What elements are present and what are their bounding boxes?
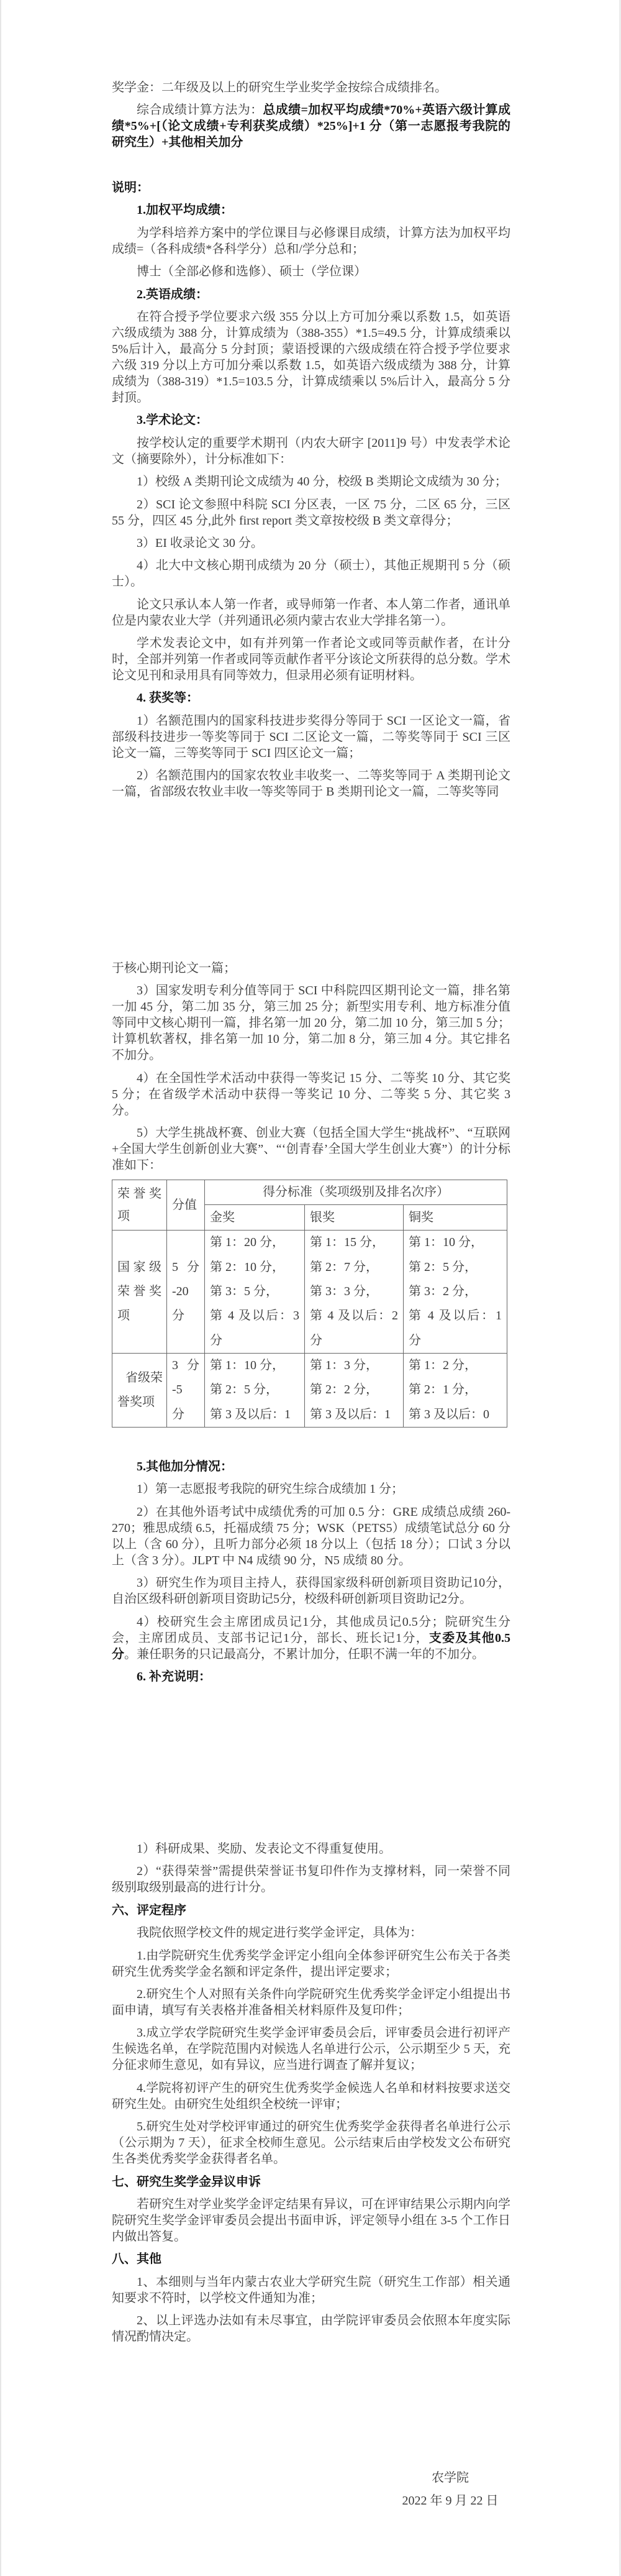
table-row-provincial — [112, 1354, 507, 1428]
list-item: 1.由学院研究生优秀奖学金评定小组向全体参评研究生公布关于各类研究生优秀奖学金名额和评定条件，提出评定要求； — [112, 1948, 510, 1979]
formula-paragraph — [112, 102, 510, 150]
table-cell-line: 第 3：5 分， — [210, 1284, 278, 1298]
list-item — [112, 1614, 510, 1662]
paragraph: 学术发表论文中，如有并列第一作者论文或同等贡献作者，在计分时，全部并列第一作者或同等贡献作者平分该论文所获得的总分数。学术论文见刊和录用具有同等效力，但录用必须有证明材料。 — [112, 636, 510, 683]
table-cell-line: 分 — [409, 1333, 421, 1347]
table-cell-line: 第 3 及以后：0 — [409, 1407, 489, 1421]
list-item: 2）在其他外语考试中成绩优秀的可加 0.5 分：GRE 成绩总成绩 260-270；雅思成绩 6.5，托福成绩 75 分；WSK（PETS5）成绩笔试总分 60 分以上（含 60 分），且听力部分必须 18 分以上（包括 18 分）；口试 3 分以上（含 3 分）。JLPT 中 N4 成绩 90 分，N5 成绩 80 分。 — [112, 1505, 510, 1567]
list-item: 4）北大中文核心期刊成绩为 20 分（硕士），其他正规期刊 5 分（硕士）。 — [112, 559, 510, 589]
list-item: 5.研究生处对学校评审通过的研究生优秀奖学金获得者名单进行公示（公示期为 7 天），征求全校师生意见。公示结束后由学校发文公布研究生各类优秀奖学金获得者名单。 — [112, 2120, 510, 2166]
table-cell-line: 第 3：2 分， — [409, 1284, 477, 1298]
table-cell-value — [167, 1354, 205, 1428]
paragraph: 博士（全部必修和选修）、硕士（学位课） — [137, 265, 366, 279]
table-cell-line: 第 2：2 分， — [310, 1383, 378, 1397]
table-cell-line: 5 分 — [172, 1260, 199, 1274]
formula-text: 总成绩=加权平均成绩*70%+英语六级计算成绩*5%+[（论文成绩+专利获奖成绩）*25%]+1 分（第一志愿报考我院的研究生）+其他相关加分 — [112, 103, 511, 150]
table-cell-line: -20 — [172, 1284, 189, 1298]
table-cell-gold — [205, 1354, 305, 1428]
text-segment: 。兼任职务的只记最高分，不累计加分，任职不满一年的不加分。 — [124, 1647, 484, 1661]
table-row-national — [112, 1231, 507, 1354]
signature-date: 2022 年 9 月 22 日 — [402, 2494, 499, 2508]
paragraph: 为学科培养方案中的学位课目与必修课目成绩，计算方法为加权平均成绩=（各科成绩*各科学分）总和/学分总和； — [112, 226, 510, 256]
table-cell-line: 第 1：10 分， — [409, 1235, 483, 1250]
table-cell-line: 分 — [210, 1333, 222, 1347]
list-item: 1、本细则与当年内蒙古农业大学研究生院（研究生工作部）相关通知要求不符时，以学校文件通知为准； — [112, 2275, 510, 2305]
table-cell-bronze — [404, 1354, 507, 1428]
table-cell-line: 第 4 及以后：1 — [409, 1309, 502, 1323]
table-cell-bronze — [404, 1231, 507, 1354]
table-cell-line: 项 — [117, 1309, 130, 1323]
chapter-heading-appeal: 七、研究生奖学金异议申诉 — [112, 2175, 261, 2189]
header-award-item — [112, 1180, 167, 1231]
table-cell-item — [112, 1231, 167, 1354]
table-cell-line: 省级荣 — [125, 1370, 163, 1385]
table-cell-silver — [305, 1354, 404, 1428]
list-item-continued: 于核心期刊论文一篇； — [112, 961, 236, 975]
list-item: 1）科研成果、奖励、发表论文不得重复使用。 — [137, 1842, 391, 1856]
header-silver: 银奖 — [305, 1205, 404, 1231]
table-cell-value — [167, 1231, 205, 1354]
chapter-heading-procedure: 六、评定程序 — [112, 1903, 186, 1917]
intro-continued-line: 奖学金：二年级及以上的研究生学业奖学金按综合成绩排名。 — [112, 81, 447, 94]
competition-score-table — [112, 1180, 507, 1428]
list-item: 2）“获得荣誉”需提供荣誉证书复印件作为支撑材料，同一荣誉不同级别取级别最高的进行计分。 — [112, 1864, 510, 1895]
table-cell-line: 第 1：20 分， — [210, 1235, 284, 1250]
table-cell-line: -5 — [172, 1383, 183, 1397]
table-cell-line: 第 2：10 分， — [210, 1260, 284, 1274]
page-section-1 — [112, 80, 510, 800]
list-item: 4）在全国性学术活动中获得一等奖记 15 分、二等奖 10 分、其它奖 5 分；在省级学术活动中获得一等奖记 10 分、二等奖 5 分、其它奖 3 分。 — [112, 1071, 510, 1117]
table-cell-line: 第 1：10 分， — [210, 1359, 284, 1373]
formula-label: 综合成绩计算方法为： — [137, 103, 263, 117]
table-cell-silver — [305, 1231, 404, 1354]
list-item: 2.研究生个人对照有关条件向学院研究生优秀奖学金评定小组提出书面申请，填写有关表格并准备相关材料原件及复印件； — [112, 1987, 510, 2017]
bold-text-segment: 支委及其他0.5分 — [112, 1631, 511, 1661]
table-cell-line: 项 — [117, 1209, 130, 1224]
list-item: 4.学院将初评产生的研究生优秀奖学金候选人名单和材料按要求送交研究生处。由研究生处组织全校统一评审； — [112, 2081, 510, 2111]
paragraph: 若研究生对学业奖学金评定结果有异议，可在评审结果公示期内向学院研究生奖学金评审委员会提出书面申诉，评定领导小组在 3-5 个工作日内做出答复。 — [112, 2197, 510, 2244]
table-cell-item — [112, 1354, 167, 1428]
table-cell-line: 第 4 及以后：2 — [310, 1309, 398, 1323]
paragraph: 我院依照学校文件的规定进行奖学金评定，具体为： — [137, 1926, 422, 1940]
text-segment: 4）校研究生会主席团成员记1分，其他成员记0.5分；院研究生分会，主席团成员、支部书记记1分，部长、班长记1分， — [112, 1615, 510, 1645]
table-cell-line: 分 — [310, 1333, 322, 1347]
list-item: 5）大学生挑战杯赛、创业大赛（包括全国大学生“挑战杯”、“互联网+全国大学生创新创业大赛”、“‘创青春’全国大学生创业大赛”）的计分标准如下： — [112, 1126, 510, 1173]
table-cell-line: 第 1：3 分， — [310, 1359, 378, 1373]
list-item: 3.成立学农学院研究生奖学金评审委员会后，评审委员会进行初评产生候选名单，在学院范围内对候选人名单进行公示，公示期至少 5 天，充分征求师生意见，如有异议，应当进行调查了解并复议； — [112, 2026, 510, 2073]
table-cell-line: 第 1：2 分， — [409, 1359, 477, 1373]
list-item: 1）校级 A 类期刊论文成绩为 40 分，校级 B 类期论文成绩为 30 分； — [137, 475, 507, 489]
table-cell-line: 第 3 及以后：1 — [210, 1407, 291, 1421]
section-heading-supplement: 6. 补充说明： — [137, 1669, 211, 1684]
list-item: 2、以上评选办法如有未尽事宜，由学院评审委员会依照本年度实际情况酌情决定。 — [112, 2314, 510, 2344]
chapter-heading-misc: 八、其他 — [112, 2252, 161, 2267]
header-gold: 金奖 — [205, 1205, 305, 1231]
table-cell-gold — [205, 1231, 305, 1354]
section-heading-weighted-average: 1.加权平均成绩： — [137, 203, 233, 218]
table-cell-line: 第 4 及以后：3 — [210, 1309, 299, 1323]
signature-org: 农学院 — [432, 2471, 469, 2485]
table-cell-line: 分 — [172, 1309, 184, 1323]
header-bronze: 铜奖 — [404, 1205, 507, 1231]
paragraph: 论文只承认本人第一作者，或导师第一作者、本人第二作者，通讯单位是内蒙农业大学（并列通讯必须内蒙古农业大学排名第一）。 — [112, 597, 510, 628]
table-cell-line: 第 3：3 分， — [310, 1284, 378, 1298]
header-scoring-criteria: 得分标准（奖项级别及排名次序） — [205, 1180, 507, 1205]
section-heading-awards: 4. 获奖等： — [137, 691, 199, 705]
section-heading-english: 2.英语成绩： — [137, 287, 208, 301]
list-item: 2）名额范围内的国家农牧业丰收奖一、二等奖等同于 A 类期刊论文一篇，省部级农牧业丰收一等奖等同于 B 类期刊论文一篇，二等奖等同 — [112, 769, 510, 799]
notes-title: 说明： — [112, 180, 149, 195]
header-score-value: 分值 — [167, 1180, 205, 1231]
list-item: 2）SCI 论文参照中科院 SCI 分区表，一区 75 分，二区 65 分，三区 55 分，四区 45 分,此外 first report 类文章按校级 B 类文章得分； — [112, 497, 510, 528]
list-item: 3）研究生作为项目主持人，获得国家级科研创新项目资助记10分，自治区级科研创新项目资助记5分，校级科研创新项目资助记2分。 — [112, 1576, 510, 1607]
table-cell-line: 誉奖项 — [117, 1395, 155, 1409]
table-cell-line: 国家级 — [117, 1260, 161, 1274]
table-cell-line: 第 2：7 分， — [310, 1260, 378, 1274]
page-edge-left — [0, 0, 1, 2576]
table-cell-line: 第 2：5 分， — [210, 1383, 278, 1397]
table-cell-line: 第 1：15 分， — [310, 1235, 384, 1250]
paragraph: 按学校认定的重要学术期刊（内农大研字 [2011]9 号）中发表学术论文（摘要除外），计分标准如下： — [112, 436, 510, 466]
page-section-2 — [112, 960, 510, 1685]
table-header-row — [112, 1180, 507, 1205]
section-heading-other-bonus: 5.其他加分情况： — [137, 1460, 233, 1474]
table-cell-line: 分 — [172, 1407, 184, 1421]
table-cell-line: 荣誉奖 — [117, 1187, 161, 1201]
paragraph: 在符合授予学位要求六级 355 分以上方可加分乘以系数 1.5，如英语六级成绩为 388 分，计算成绩为（388-355）*1.5=49.5 分，计算成绩乘以 5%后计入，最高分 5 分封顶；蒙语授课的六级成绩在符合授予学位要求六级 319 分以上方可加分乘以系数 1.5，如英语六级成绩为 388 分，计算成绩为（388-319）*1.5=103.5 分，计算成绩乘以 5%后计入，最高分 5 分封顶。 — [112, 309, 510, 405]
table-cell-line: 荣誉奖 — [117, 1284, 161, 1298]
list-item: 1）第一志愿报考我院的研究生综合成绩加 1 分； — [137, 1482, 404, 1497]
table-cell-line: 第 3 及以后：1 — [310, 1407, 391, 1421]
list-item: 3）国家发明专利分值等同于 SCI 中科院四区期刊论文一篇，排名第一加 45 分，第二加 35 分，第三加 25 分；新型实用专利、地方标准分值等同中文核心期刊一篇，排名第一加 20 分，第二加 10 分，第三加 5 分；计算机软著权，排名第一加 10 分，第二加 8 分，第三加 4 分。其它排名不加分。 — [112, 984, 510, 1063]
table-cell-line: 3 分 — [172, 1359, 199, 1373]
list-item: 3）EI 收录论文 30 分。 — [137, 536, 263, 550]
list-item: 1）名额范围内的国家科技进步奖得分等同于 SCI 一区论文一篇，省部级科技进步一等奖等同于 SCI 二区论文一篇，二等奖等同于 SCI 三区论文一篇，三等奖等同于 SCI 四区论文一篇； — [112, 713, 510, 760]
page-section-3 — [112, 1841, 510, 2345]
table-cell-line: 第 2：5 分， — [409, 1260, 477, 1274]
table-cell-line: 第 2：1 分， — [409, 1383, 477, 1397]
section-heading-papers: 3.学术论文： — [137, 413, 208, 428]
